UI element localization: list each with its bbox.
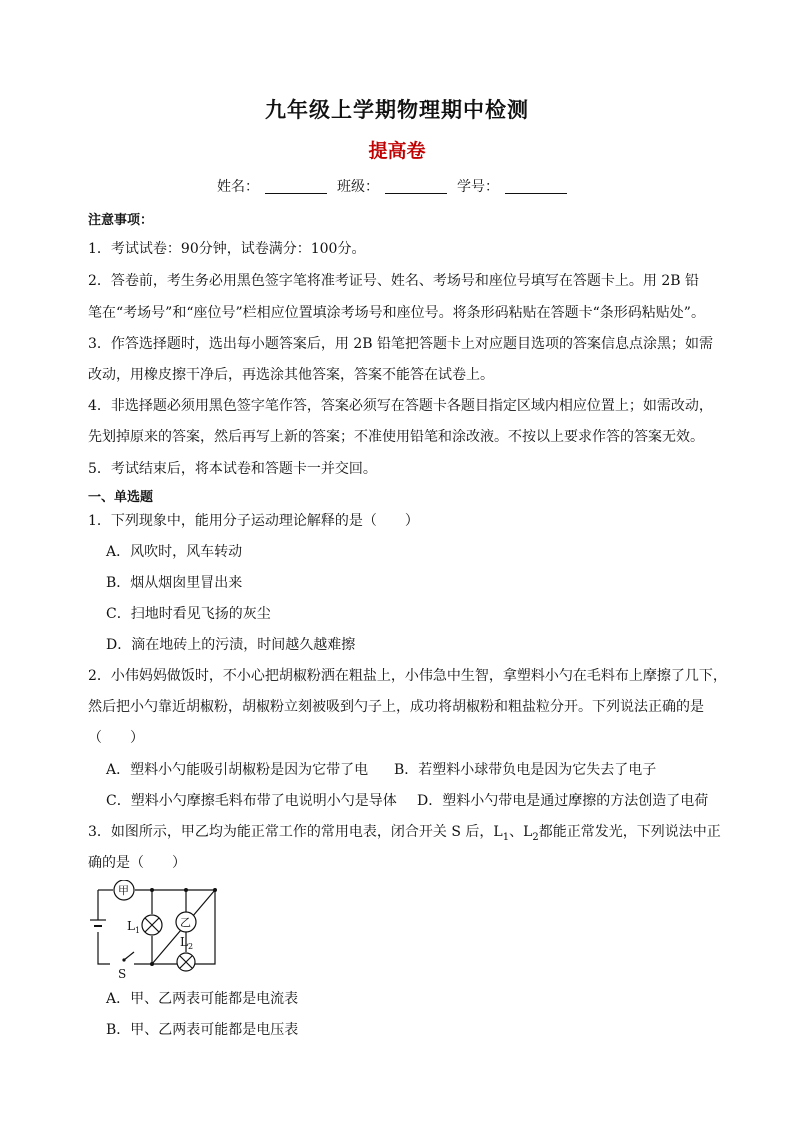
junction-3 <box>213 888 217 892</box>
q1-option-a: A．风吹时，风车转动 <box>106 544 243 560</box>
wire-bottom-right <box>134 890 215 964</box>
note-4-line-2: 先划掉原来的答案，然后再写上新的答案；不准使用铅笔和涂改液。不按以上要求作答的答案无效。 <box>88 429 704 445</box>
junction-4 <box>150 962 154 966</box>
circuit-diagram <box>90 880 230 980</box>
q2-option-d: D．塑料小勺带电是通过摩擦的方法创造了电荷 <box>417 793 709 809</box>
junction-2 <box>184 888 188 892</box>
note-3-line-1: 3．作答选择题时，选出每小题答案后，用 2B 铅笔把答题卡上对应题目选项的答案信息点涂黑；如需 <box>88 336 714 352</box>
meter-jia-label: 甲 <box>118 884 129 897</box>
q3-sub-2: 2 <box>532 831 539 843</box>
note-2-line-1: 2．答卷前，考生务必用黑色签字笔将准考证号、姓名、考场号和座位号填写在答题卡上。用 2B 铅 <box>88 273 700 289</box>
q1-option-d: D．滴在地砖上的污渍，时间越久越难擦 <box>106 637 356 653</box>
page-title: 九年级上学期物理期中检测 <box>265 98 529 122</box>
junction-1 <box>150 888 154 892</box>
q2-option-a: A．塑料小勺能吸引胡椒粉是因为它带了电 <box>106 762 369 778</box>
q3-stem-pre: 3．如图所示，甲乙均为能正常工作的常用电表，闭合开关 S 后，L <box>88 824 503 840</box>
q3-stem-line-2: 确的是（ ） <box>88 855 186 871</box>
q2-stem-line-2: 然后把小勺靠近胡椒粉，胡椒粉立刻被吸到勺子上，成功将胡椒粉和粗盐粒分开。下列说法正确的是 <box>88 699 704 715</box>
q2-option-c: C．塑料小勺摩擦毛料布带了电说明小勺是导体 <box>106 793 397 809</box>
switch-pivot <box>122 958 125 961</box>
class-label: 班级： <box>337 179 379 195</box>
note-1: 1．考试试卷：90分钟，试卷满分：100分。 <box>88 241 366 257</box>
q3-stem-post: 都能正常发光，下列说法中正 <box>538 824 721 840</box>
q3-stem-line-1 <box>88 821 721 843</box>
name-label: 姓名： <box>217 179 259 195</box>
q3-sub-1: 1 <box>502 831 510 843</box>
q2-stem-line-1: 2．小伟妈妈做饭时，不小心把胡椒粉洒在粗盐上，小伟急中生智，拿塑料小勺在毛料布上摩擦了几下， <box>88 668 727 684</box>
q2-stem-line-3: （ ） <box>88 730 144 746</box>
switch-blade <box>124 952 134 960</box>
q3-stem-mid: 、L <box>509 824 533 840</box>
number-blank <box>505 179 567 194</box>
lamp-l1-label: $L_1$ <box>127 919 141 935</box>
switch-label: S <box>118 967 127 980</box>
note-5: 5．考试结束后，将本试卷和答题卡一并交回。 <box>88 461 377 477</box>
q1-stem: 1．下列现象中，能用分子运动理论解释的是（ ） <box>88 513 419 529</box>
q3-option-a: A．甲、乙两表可能都是电流表 <box>106 991 299 1007</box>
q3-option-b: B．甲、乙两表可能都是电压表 <box>106 1022 299 1038</box>
student-info-row <box>0 176 794 196</box>
meter-yi-label: 乙 <box>180 916 191 929</box>
q1-option-b: B．烟从烟囱里冒出来 <box>106 575 243 591</box>
note-3-line-2: 改动，用橡皮擦干净后，再选涂其他答案，答案不能答在试卷上。 <box>88 367 494 383</box>
wire-left-lower <box>98 932 110 964</box>
lamp-l1-cross <box>145 918 159 932</box>
q1-option-c: C．扫地时看见飞扬的灰尘 <box>106 606 271 622</box>
note-4-line-1: 4．非选择题必须用黑色签字笔作答，答案必须写在答题卡各题目指定区域内相应位置上；如需改动， <box>88 398 713 414</box>
note-2-line-2: 笔在“考场号”和“座位号”栏相应位置填涂考场号和座位号。将条形码粘贴在答题卡“条形码粘贴处”。 <box>88 305 705 321</box>
page-subtitle: 提高卷 <box>368 140 426 162</box>
lamp-l2-label: $L_2$ <box>180 935 194 951</box>
section-heading-single-choice: 一、单选题 <box>88 490 154 505</box>
notes-heading: 注意事项： <box>88 213 154 228</box>
q2-option-b: B．若塑料小球带负电是因为它失去了电子 <box>394 762 657 778</box>
class-blank <box>385 179 447 194</box>
name-blank <box>265 179 327 194</box>
number-label: 学号： <box>457 179 499 195</box>
